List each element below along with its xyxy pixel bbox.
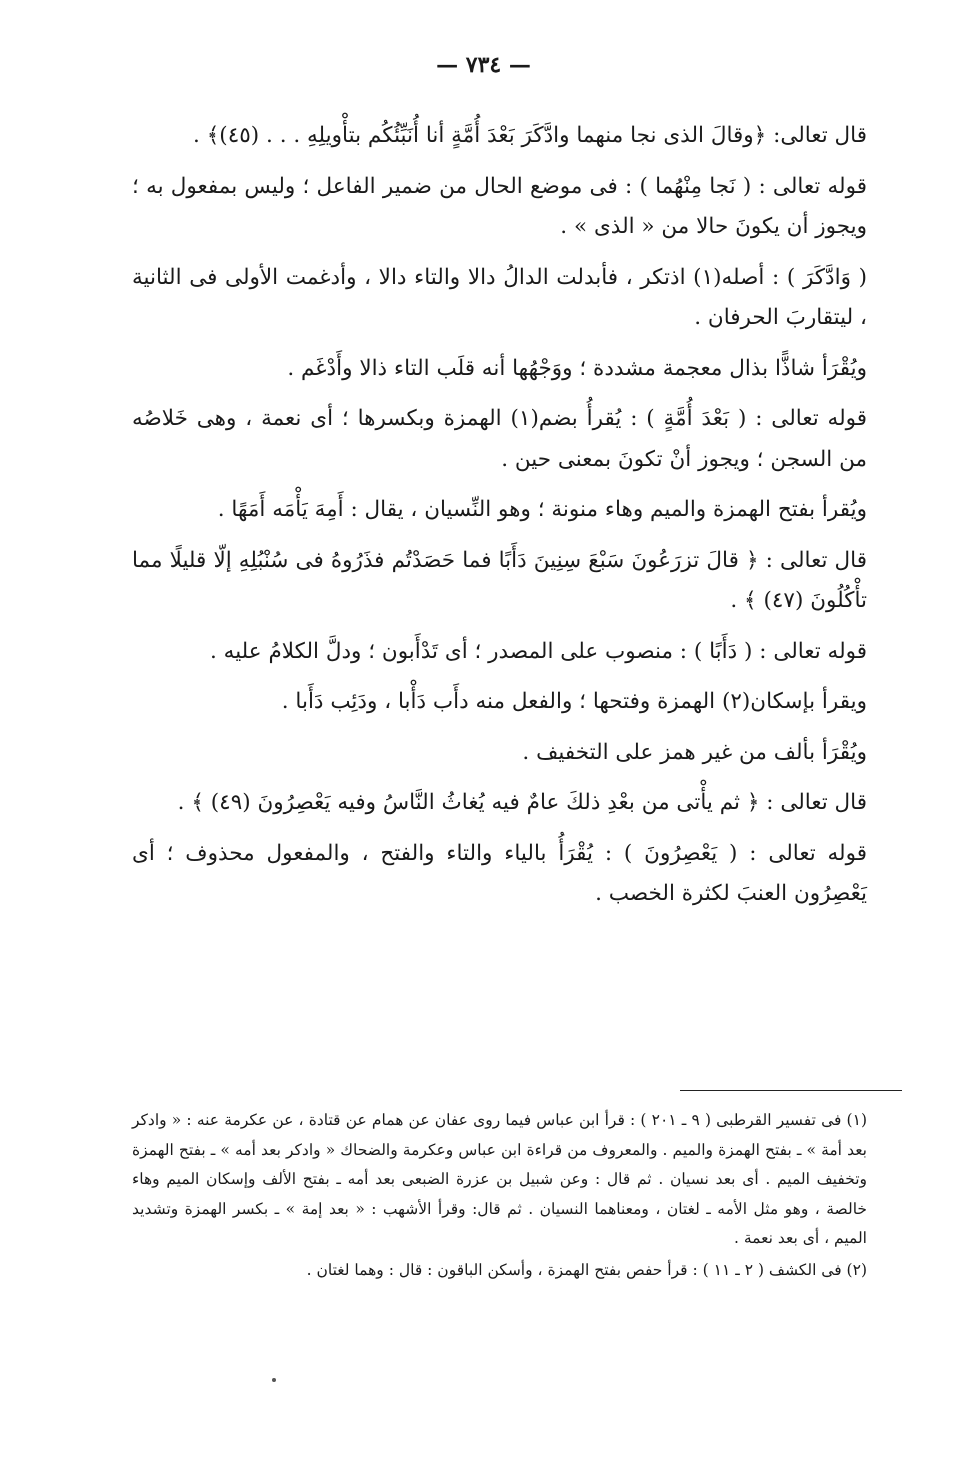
footnotes bbox=[132, 1106, 867, 1287]
paragraph-alif-reading: ويُقْرَأ بألف من غير همز على التخفيف . bbox=[522, 739, 867, 765]
paragraph-daaban: قوله تعالى : ( دَأَبًا ) : منصوب على المصدر ؛ أى تَدْأَبون ؛ ودلَّ الكلامُ عليه . bbox=[210, 638, 867, 664]
paragraph-shadh-reading: ويُقْرَأ شاذًّا بذال معجمة مشددة ؛ ووَجْهُها أنه قلَب التاء ذالا وأَدْغَم . bbox=[287, 355, 867, 381]
paragraph-amah-reading: ويُقرأ بفتح الهمزة والميم وهاء منونة ؛ وهو النِّسيان ، يقال : أَمِهَ يَأْمَه أَمَهًا . bbox=[217, 497, 867, 522]
footnote-divider bbox=[680, 1090, 902, 1091]
paragraph-naja-minhuma: قوله تعالى : ( نَجا مِنْهُما ) : فى موضع الحال من ضمير الفاعل ؛ وليس بمفعول به ؛ ويجوز أن يكونَ حالا من « الذى » . bbox=[132, 173, 867, 239]
paragraph-waddakara: ( وَادَّكَرَ ) : أصله(١) اذتكر ، فأبدلت الدالُ دالا والتاء دالا ، وأدغمت الأولى فى الثانية ، ليتقاربَ الحرفان . bbox=[132, 264, 867, 330]
page-number: — ٧٣٤ — bbox=[436, 52, 531, 78]
ink-speck bbox=[272, 1378, 276, 1382]
main-text bbox=[132, 116, 867, 925]
paragraph-iskan-reading: ويقرأ بإسكان(٢) الهمزة وفتحها ؛ والفعل منه دأَب دَأْبا ، ودَئِب دَأَبا . bbox=[281, 689, 867, 714]
paragraph-yasirun: قوله تعالى : ( يَعْصِرُونَ ) : يُقْرَأُ بالياء والتاء والفتح ، والمفعول محذوف ؛ أى يَعْصِرُون العنبَ لكثرة الخصب . bbox=[132, 840, 867, 906]
paragraph-verse-45: قال تعالى: ﴿وقالَ الذى نجا منهما وادَّكَرَ بَعْدَ أُمَّةٍ أنا أُنَبِّئُكُم بتأْويلِهِ . . . (٤٥)﴾ . bbox=[193, 123, 867, 148]
footnote-1: (١) فى تفسير القرطبى ( ٩ ـ ٢٠١ ) : قرأ ابن عباس فيما روى عفان عن همام عن قتادة ، عن عكرمة عنه : « وادكر بعد أمة » ـ بفتح الهمزة والميم . والمعروف من قراءة ابن عباس وعكرمة والضحاك « وادكر بعد أمه » ـ بفتح الهمزة وتخفيف الميم . أى بعد نسيان . ثم قال : وعن شبيل بن عزرة الضبعى بعد أمه ـ بفتح الألف وإسكان الميم وهاء خالصة ، وهو مثل الأمه ـ لغتان ، ومعناهما النسيان . ثم قال: وقرأ الأشهب : « بعد إمة » ـ بكسر الهمزة وتشديد الميم ، أى بعد نعمة . bbox=[132, 1111, 867, 1247]
paragraph-verse-47: قال تعالى : ﴿ قالَ تزرَعُونَ سَبْعَ سِنِينَ دَأَبًا فما حَصَدْتُم فذَرُوهُ فى سُنْبُلِهِ إلّا قليلًا مما تأْكُلُونَ (٤٧) ﴾ . bbox=[132, 547, 867, 613]
paragraph-bada-ummah: قوله تعالى : ( بَعْدَ أُمَّةٍ ) : يُقرأُ بضم(١) الهمزة وبكسرها ؛ أى نعمة ، وهى خَلاصُه من السجن ؛ ويجوز أنْ تكونَ بمعنى حين . bbox=[132, 406, 867, 472]
footnote-2: (٢) فى الكشف ( ٢ ـ ١١ ) : قرأ حفص بفتح الهمزة ، وأسكن الباقون : قال : وهما لغتان . bbox=[306, 1260, 867, 1279]
paragraph-verse-49: قال تعالى : ﴿ ثم يأْتى من بعْدِ ذلكَ عامٌ فيه يُغاثُ النَّاسُ وفيه يَعْصِرُونَ (٤٩) ﴾ . bbox=[177, 790, 867, 815]
